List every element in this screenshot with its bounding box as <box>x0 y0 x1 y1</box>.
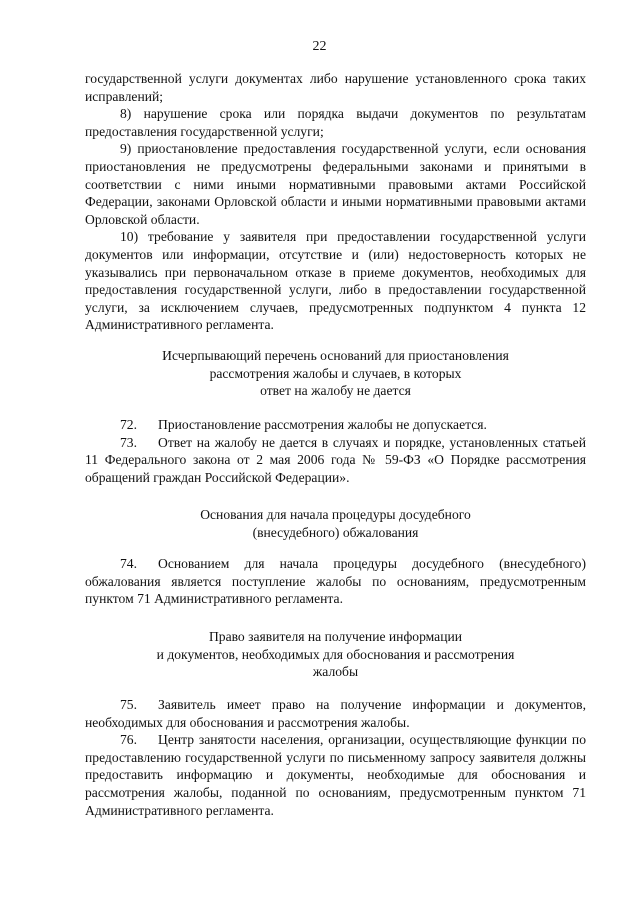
item-number: 73. <box>120 434 137 450</box>
item-text: Центр занятости населения, организации, осуществляющие функции по предоставлению государственной услуги по письменному запросу заявителя должны предоставить информацию и документы, необходимые для обоснования и рассмотрения жалобы, поданной по основаниям, предусмотренным пунктом 71 Административного регламента. <box>85 732 586 818</box>
paragraph-continuation: государственной услуги документах либо нарушение установленного срока таких исправлений; <box>85 71 586 104</box>
section-items-rights <box>85 696 586 819</box>
top-paragraphs <box>85 70 586 334</box>
heading-line: Исчерпывающий перечень оснований для приостановления <box>162 348 509 363</box>
item-text: Заявитель имеет право на получение информации и документов, необходимых для обоснования и рассмотрения жалобы. <box>85 697 586 730</box>
item-text: Основанием для начала процедуры досудебного (внесудебного) обжалования является поступление жалобы по основаниям, предусмотренным пунктом 71 Административного регламента. <box>85 556 586 607</box>
paragraph-item-73 <box>85 434 586 487</box>
item-text: Ответ на жалобу не дается в случаях и порядке, установленных статьей 11 Федерального закона от 2 мая 2006 года № 59-ФЗ «О Порядке рассмотрения обращений граждан Российской Федерации». <box>85 434 586 485</box>
paragraph-item-75 <box>85 696 586 731</box>
item-text: Приостановление рассмотрения жалобы не допускается. <box>158 417 487 432</box>
section-heading-suspension <box>85 347 586 400</box>
item-number: 72. <box>120 417 137 432</box>
paragraph-item-9: 9) приостановление предоставления государственной услуги, если основания приостановления не предусмотрены федеральными законами и принятыми в соответствии с ними иными нормативными правовыми актами Российской Федерации, законами Орловской области и иными нормативными правовыми актами Орловской области. <box>85 141 586 227</box>
paragraph-item-8: 8) нарушение срока или порядка выдачи документов по результатам предоставления государственной услуги; <box>85 106 586 139</box>
heading-line: Право заявителя на получение информации <box>208 629 463 644</box>
heading-line: рассмотрения жалобы и случаев, в которых <box>209 365 462 381</box>
page-number: 22 <box>312 39 327 54</box>
item-number: 74. <box>120 556 137 571</box>
paragraph-item-72 <box>85 416 586 434</box>
heading-line: Основания для начала процедуры досудебного <box>200 507 471 522</box>
heading-line: жалобы <box>312 664 359 680</box>
heading-line: (внесудебного) обжалования <box>252 524 419 540</box>
section-items-grounds <box>85 555 586 608</box>
section-heading-rights <box>85 628 586 681</box>
paragraph-item-76 <box>85 731 586 819</box>
paragraph-item-10: 10) требование у заявителя при предоставлении государственной услуги документов или информации, отсутствие и (или) недостоверность которых не указывались при первоначальном отказе в приеме документов, необходимых для предоставления государственной услуги, либо в предоставлении государственной услуги, за исключением случаев, предусмотренных подпунктом 4 пункта 12 Административного регламента. <box>85 229 586 333</box>
section-heading-grounds <box>85 506 586 541</box>
heading-line: ответ на жалобу не дается <box>260 383 411 399</box>
paragraph-item-74 <box>85 555 586 608</box>
item-number: 75. <box>120 697 137 712</box>
heading-line: и документов, необходимых для обоснования и рассмотрения <box>156 646 515 662</box>
item-number: 76. <box>120 732 137 748</box>
section-items-suspension <box>85 416 586 486</box>
